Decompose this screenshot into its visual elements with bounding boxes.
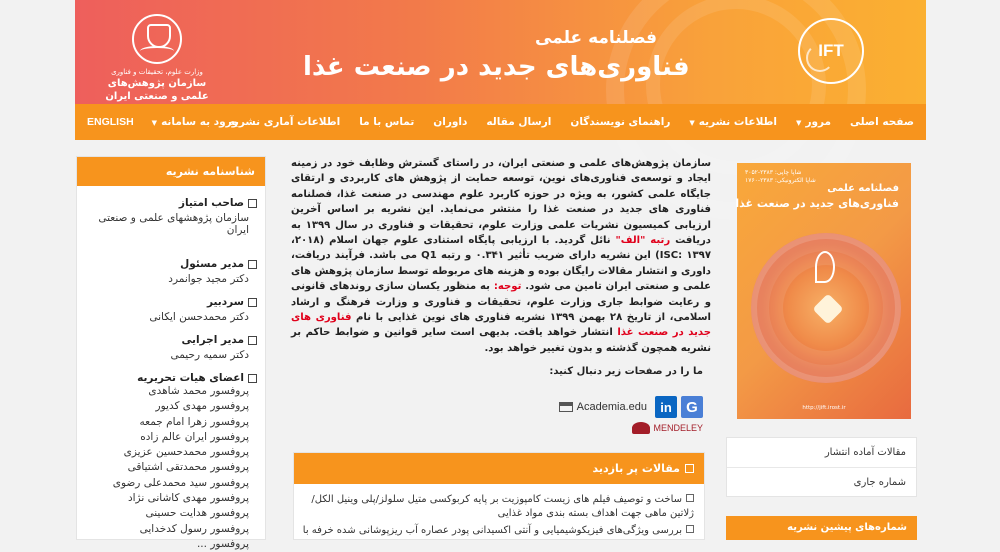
- list-item[interactable]: [302, 524, 694, 538]
- checkbox-icon: [248, 298, 257, 307]
- nav-journal-info[interactable]: [689, 116, 777, 128]
- board-member: پروفسور ایران عالم زاده: [140, 430, 249, 443]
- journal-cover-image[interactable]: [737, 163, 911, 419]
- manager-section: [77, 258, 265, 285]
- article-icon: [686, 525, 694, 533]
- nav-login-label: ورود به سامانه: [161, 116, 239, 128]
- intro-new-name: فناوری های جدید در صنعت غذا: [291, 312, 711, 339]
- nav-stats[interactable]: اطلاعات آماری نشریه: [228, 116, 341, 128]
- cover-url: http://jift.irost.ir: [802, 405, 846, 411]
- org-line-3: علمی و صنعتی ایران: [105, 91, 209, 102]
- article-icon: [686, 494, 694, 502]
- link-current-issue[interactable]: شماره جاری: [853, 477, 906, 488]
- main-content: [291, 156, 711, 540]
- link-articles-in-press[interactable]: مقالات آماده انتشار: [727, 438, 916, 468]
- intro-rank: رتبه "الف": [615, 235, 671, 247]
- mendeley-link[interactable]: [632, 422, 703, 434]
- most-viewed-header: [294, 453, 704, 484]
- board-member: پروفسور مهدی کاشانی نژاد: [127, 492, 249, 505]
- academia-icon: [559, 402, 573, 412]
- exec-label: [83, 334, 257, 346]
- owner-section: [77, 197, 265, 236]
- sidebar-title: شناسنامه نشریه: [77, 157, 265, 186]
- organization-emblem-icon: [132, 14, 182, 64]
- board-member: پروفسور محمدحسین عزیزی: [123, 446, 249, 459]
- board-member: پروفسور زهرا امام جمعه: [139, 415, 249, 428]
- google-scholar-icon[interactable]: G: [681, 396, 703, 418]
- editor-label: [83, 296, 257, 308]
- board-label: [83, 372, 257, 384]
- board-label-text: اعضای هیات تحریریه: [137, 372, 244, 384]
- journal-intro: [291, 156, 711, 356]
- main-navbar: [75, 104, 926, 140]
- org-line-2: سازمان پژوهش‌های: [107, 78, 207, 89]
- cover-issn-online: شاپا الکترونیکی: ۲۳۸۳-۱۷۶۰: [745, 177, 816, 184]
- header-banner: [75, 0, 926, 104]
- intro-p1a: سازمان پژوهش‌های علمی و صنعتی ایران، در راستای گسترش وظایف خود در زمینه ایجاد و توسعه‌ی فناوری‌های نوین، توسعه حمایت از پژوهش های کاربردی و ارتقای جایگاه علمی کشور، به ویژه در حوزه کاربرد علوم مهندسی در صنعت غذا، فصلنامه فناوری های جدید در صنعت غذا را منتشر می‌نماید. این نشریه بر اساس آخرین ارزیابی کمیسیون نشریات علمی وزارت علوم، تحقیقات و فناوری در سال ۱۳۹۹ به دریافت: [291, 158, 711, 247]
- most-viewed-list: [294, 484, 704, 538]
- chevron-down-icon: ▼: [151, 119, 158, 127]
- checkbox-icon: [248, 260, 257, 269]
- journal-profile-sidebar: [76, 156, 266, 550]
- nav-login[interactable]: [152, 116, 239, 128]
- academia-label: Academia.edu: [576, 401, 647, 413]
- board-member: پروفسور محمد شاهدی: [148, 385, 249, 397]
- article-title: بررسی ویژگی‌های فیزیکوشیمیایی و آنتی اکسیدانی پودر عصاره آب ریزپوشانی شده خرفه با: [302, 525, 682, 536]
- intro-p2a: به منظور یکسان سازی روندهای قانونی و رعایت ضوابط جاری وزارت علوم، تحقیقات و فناوری و وزارت فرهنگ و ارشاد اسلامی، از تاریخ ۲۸ بهمن ۱۳۹۹ نشریه فناوری های نوین غذایی با نام: [291, 281, 711, 324]
- board-section: [77, 372, 265, 552]
- owner-value: سازمان پژوهشهای علمی و صنعتی ایران: [98, 212, 249, 236]
- checkbox-icon: [248, 199, 257, 208]
- cover-issn: [745, 169, 816, 185]
- linkedin-icon[interactable]: in: [655, 396, 677, 418]
- nav-journal-info-label: اطلاعات نشریه: [698, 116, 778, 128]
- editor-section: [77, 296, 265, 323]
- intro-p2b: انتشار خواهد یافت. بدیهی است سایر قوانین و ضوابط حاکم بر نشریه همچون گذشته و بدون تغییر خواهد بود.: [291, 327, 711, 354]
- board-member: پروفسور مهدی کدیور: [155, 400, 249, 413]
- intro-p1b: نائل گردید. با ارزیابی پایگاه استنادی علوم جهان اسلام (۲۰۱۸، ISC: ۱۳۹۷) این نشریه دارای ضریب تأثیر ۰.۳۴۱ و رتبه Q1 می باشد. فرآیند دریافت، داوری و انتشار مقالات رایگان بوده و هزینه های مربوطه توسط سازمان پژوهش های علمی و صنعتی ایران تامین می شود.: [291, 235, 712, 293]
- intro-notice-label: توجه:: [493, 281, 522, 293]
- board-member: پروفسور هدایت حسینی: [145, 507, 249, 520]
- most-viewed-box: [293, 452, 705, 540]
- social-links: [559, 396, 703, 418]
- follow-us-label: ما را در صفحات زیر دنبال کنید:: [549, 366, 703, 377]
- board-member: پروفسور رسول کدخدایی: [139, 522, 249, 535]
- org-line-1: وزارت علوم، تحقیقات و فناوری: [111, 68, 203, 76]
- list-item[interactable]: [302, 493, 694, 520]
- list-icon: [685, 464, 694, 473]
- mendeley-label: MENDELEY: [653, 423, 703, 433]
- chevron-down-icon: ▼: [796, 119, 802, 127]
- board-members: [83, 384, 257, 552]
- exec-section: [77, 334, 265, 361]
- academia-link[interactable]: [559, 401, 647, 413]
- manager-label: [83, 258, 257, 270]
- cover-issn-print: شاپا چاپی: ۲۳۸۳-۳۰۵۲: [745, 169, 802, 176]
- nav-home[interactable]: صفحه اصلی: [850, 116, 914, 128]
- editor-label-text: سردبیر: [206, 296, 244, 308]
- chevron-down-icon: ▼: [689, 119, 695, 127]
- board-member: پروفسور سید محمدعلی رضوی: [112, 476, 249, 489]
- cover-subtitle: فصلنامه علمی: [827, 183, 899, 194]
- checkbox-icon: [248, 374, 257, 383]
- journal-title: فناوری‌های جدید در صنعت غذا: [303, 52, 690, 82]
- exec-value: دکتر سمیه رحیمی: [170, 349, 249, 361]
- nav-english[interactable]: ENGLISH: [87, 116, 134, 128]
- nav-contact[interactable]: تماس با ما: [359, 116, 415, 128]
- most-viewed-title: مقالات پر بازدید: [592, 462, 680, 475]
- ift-logo[interactable]: IFT: [798, 18, 864, 84]
- organization-logo[interactable]: [97, 14, 217, 103]
- owner-label-text: صاحب امتیاز: [178, 197, 244, 209]
- board-member: پروفسور محمدتقی اشتیاقی: [127, 461, 249, 474]
- manager-label-text: مدیر مسئول: [180, 258, 244, 270]
- leaf-icon: [815, 251, 835, 283]
- nav-submit[interactable]: ارسال مقاله: [486, 116, 552, 128]
- nav-author-guide[interactable]: راهنمای نویسندگان: [570, 116, 671, 128]
- nav-browse[interactable]: [796, 116, 831, 128]
- banner-decoration-inner: [646, 0, 826, 175]
- issue-links: [726, 437, 917, 497]
- article-title: ساخت و توصیف فیلم های زیست کامپوزیت بر پایه کربوکسی متیل سلولز/پلی وینیل الکل/ژلاتین ماهی جهت اهداف بسته بندی مواد غذایی: [311, 494, 694, 519]
- cover-title: فناوری‌های جدید در صنعت غذا: [735, 197, 899, 210]
- owner-label: [83, 197, 257, 209]
- manager-value: دکتر مجید جوانمرد: [168, 273, 249, 285]
- mendeley-icon: [632, 422, 650, 434]
- editor-value: دکتر محمدحسن ایکانی: [149, 311, 249, 323]
- nav-browse-label: مرور: [805, 116, 832, 128]
- nav-left-group: [87, 104, 256, 140]
- previous-issues-header[interactable]: شماره‌های پیشین نشریه: [726, 516, 917, 540]
- journal-subtitle: فصلنامه علمی: [535, 28, 658, 48]
- nav-reviewers[interactable]: داوران: [433, 116, 468, 128]
- board-member: پروفسور ...: [196, 537, 249, 550]
- checkbox-icon: [248, 336, 257, 345]
- exec-label-text: مدیر اجرایی: [181, 334, 244, 346]
